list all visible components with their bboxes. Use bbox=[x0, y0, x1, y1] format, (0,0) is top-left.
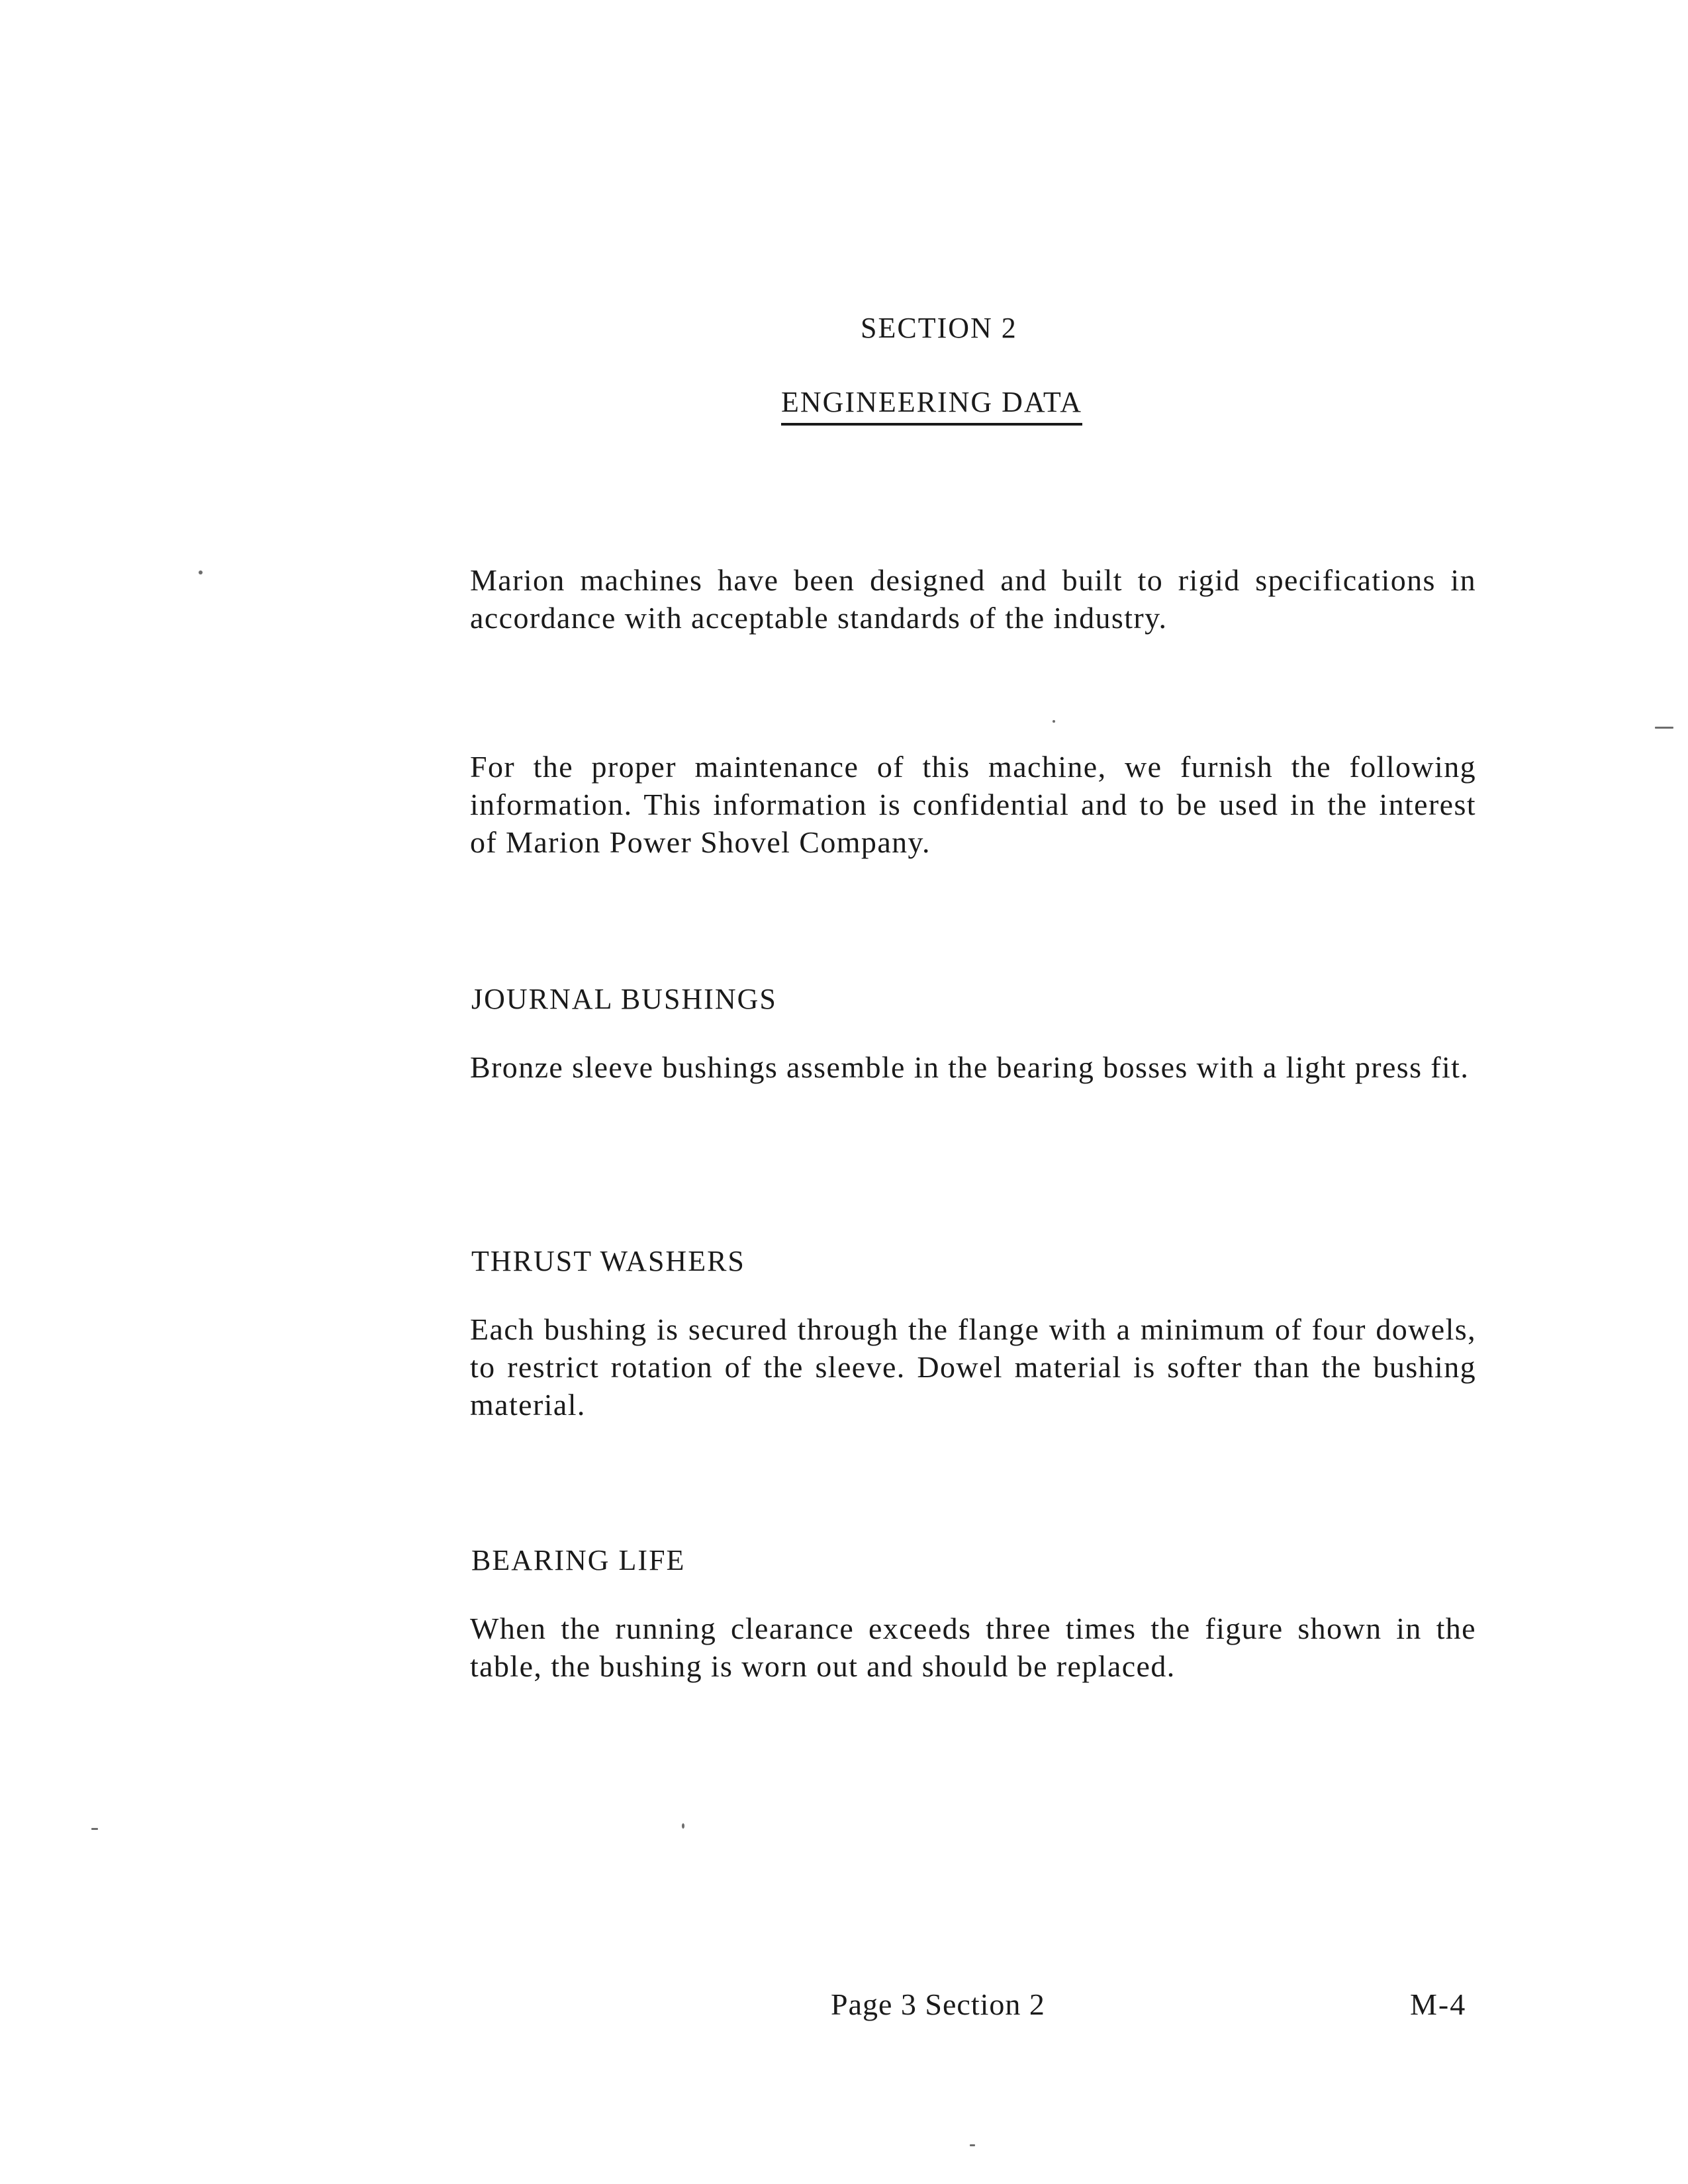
scan-speck bbox=[1655, 727, 1673, 729]
section-number: SECTION 2 bbox=[861, 312, 1017, 344]
journal-bushings-body: Bronze sleeve bushings assemble in the bearing bosses with a light press fit. bbox=[470, 1050, 1470, 1084]
scan-speck bbox=[199, 570, 203, 574]
scan-speck bbox=[970, 2144, 975, 2146]
scan-speck bbox=[1053, 720, 1055, 723]
bearing-life-body: When the running clearance exceeds three times the figure shown in the table, the bushing is worn out and should be replaced. bbox=[470, 1612, 1476, 1683]
heading-thrust-washers: THRUST WASHERS bbox=[471, 1245, 745, 1277]
scan-speck bbox=[91, 1828, 98, 1830]
heading-journal-bushings: JOURNAL BUSHINGS bbox=[471, 983, 777, 1015]
intro-paragraph-2: For the proper maintenance of this machine, we furnish the following information. This information is confidential and to be used in the interest of Marion Power Shovel Company. bbox=[470, 750, 1476, 859]
intro-paragraph-1: Marion machines have been designed and built to rigid specifications in accordance with acceptable standards of the industry. bbox=[470, 563, 1476, 635]
footer-document-code: M-4 bbox=[1410, 1987, 1467, 2021]
footer-page-label: Page 3 Section 2 bbox=[831, 1987, 1045, 2021]
thrust-washers-body: Each bushing is secured through the flange with a minimum of four dowels, to restrict rotation of the sleeve. Dowel material is softer than the bushing material. bbox=[470, 1312, 1476, 1422]
scan-speck bbox=[682, 1823, 684, 1829]
heading-bearing-life: BEARING LIFE bbox=[471, 1544, 686, 1576]
section-title: ENGINEERING DATA bbox=[781, 385, 1082, 426]
